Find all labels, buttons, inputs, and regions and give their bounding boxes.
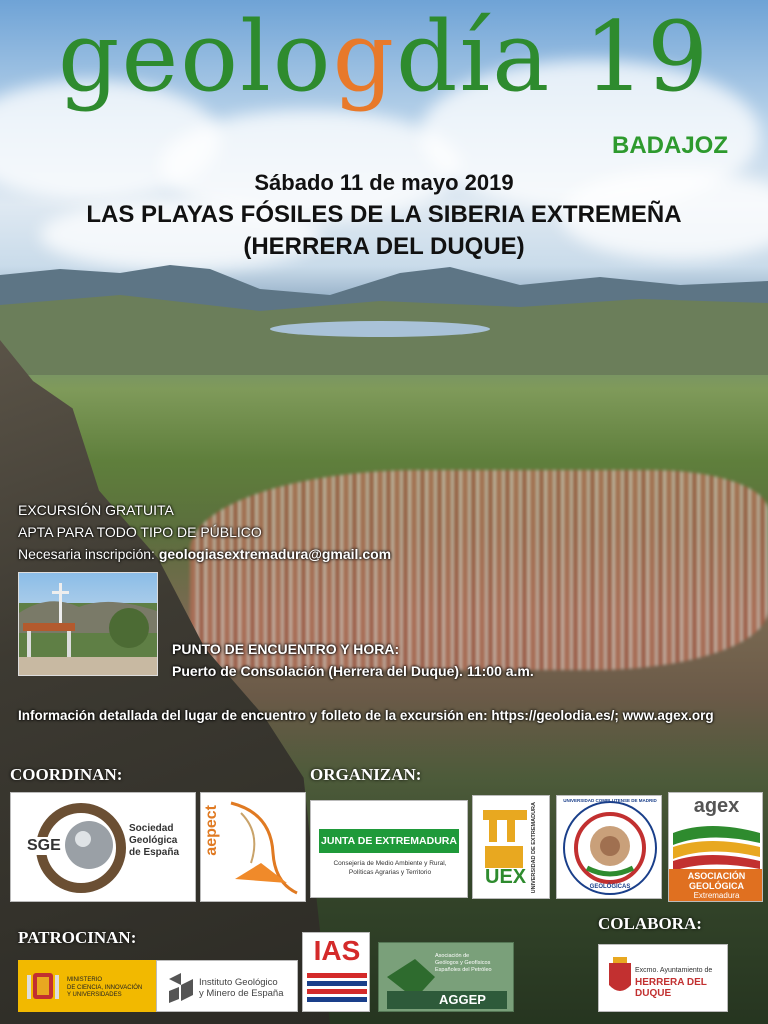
aepect-logo — [200, 792, 306, 902]
meeting-place: Puerto de Consolación (Herrera del Duque). 11:00 a.m. — [172, 663, 534, 679]
details-text: Información detallada del lugar de encuentro y folleto de la excursión en: https://geolodia.es/; www.agex.org — [18, 708, 714, 723]
sge-abbr: SGE — [27, 837, 61, 854]
location-label: BADAJOZ — [611, 132, 728, 159]
section-coordinan: COORDINAN: — [10, 765, 123, 784]
herrera-pre: Excmo. Ayuntamiento de — [635, 967, 713, 974]
junta-subtitle: Consejería de Medio Ambiente y Rural, Políticas Agrarias y Territorio — [333, 860, 447, 876]
section-patrocinan: PATROCINAN: — [18, 928, 137, 947]
town-view — [190, 470, 768, 670]
aggep-logo — [378, 942, 514, 1012]
meeting-point-photo — [18, 572, 158, 676]
event-headline: LAS PLAYAS FÓSILES DE LA SIBERIA EXTREMEÑA (HERRERA DEL DUQUE) — [86, 201, 682, 260]
herrera-name: HERRERA DEL DUQUE — [635, 977, 707, 999]
igme-text: Instituto Geológico y Minero de España — [199, 977, 284, 999]
mountain-range — [0, 255, 768, 375]
junta-name: JUNTA DE EXTREMADURA — [319, 829, 459, 853]
chapel-illustration — [19, 573, 157, 675]
town-crest-icon — [605, 945, 635, 1012]
rock-outcrop — [0, 340, 330, 1024]
ias-logo — [302, 932, 370, 1012]
section-organizan: ORGANIZAN: — [310, 765, 422, 784]
section-colabora: COLABORA: — [598, 914, 702, 933]
herrera-logo — [598, 944, 728, 1012]
registration-email[interactable]: geologiasextremadura@gmail.com — [158, 546, 392, 562]
ucm-logo — [556, 795, 662, 899]
aggep-name: AGGEP — [439, 992, 486, 1007]
junta-logo — [310, 800, 468, 898]
ministerio-text: MINISTERIO DE CIENCIA, INNOVACIÓN Y UNIVERSIDADES — [67, 977, 143, 998]
igme-symbol-icon — [161, 961, 201, 1012]
uex-side-text: UNIVERSIDAD DE EXTREMADURA — [531, 802, 537, 894]
info-audience: APTA PARA TODO TIPO DE PÚBLICO — [18, 524, 262, 540]
coat-of-arms-icon — [23, 961, 63, 1012]
igme-logo — [156, 960, 298, 1012]
ucm-ring-text: UNIVERSIDAD COMPLUTENSE DE MADRID — [563, 798, 657, 803]
info-registration: Necesaria inscripción: geologiasextremadura@gmail.com — [18, 546, 392, 562]
ucm-bottom-text: GEOLÓGICAS — [589, 884, 631, 890]
sge-text: Sociedad Geológica de España — [129, 823, 180, 858]
aepect-name: aepect — [203, 805, 220, 856]
uex-logo — [472, 795, 550, 899]
agex-name: agex — [693, 795, 740, 817]
event-date: Sábado 11 de mayo 2019 — [254, 170, 514, 195]
sge-logo — [10, 792, 196, 902]
agex-logo — [668, 792, 763, 902]
uex-letters: UEX — [485, 866, 527, 888]
agex-subtitle: ASOCIACIÓN GEOLÓGICA Extremadura — [669, 869, 763, 902]
aggep-text: Asociación de Geólogos y Geofísicos Españoles del Petróleo — [435, 953, 492, 973]
title-accent-letter: g — [332, 1, 397, 113]
poster-title: geologdía 19 — [58, 1, 711, 113]
ias-name: IAS — [313, 935, 361, 966]
info-free: EXCURSIÓN GRATUITA — [18, 502, 174, 518]
meeting-heading: PUNTO DE ENCUENTRO Y HORA: — [172, 641, 400, 657]
ministerio-logo — [18, 960, 168, 1012]
